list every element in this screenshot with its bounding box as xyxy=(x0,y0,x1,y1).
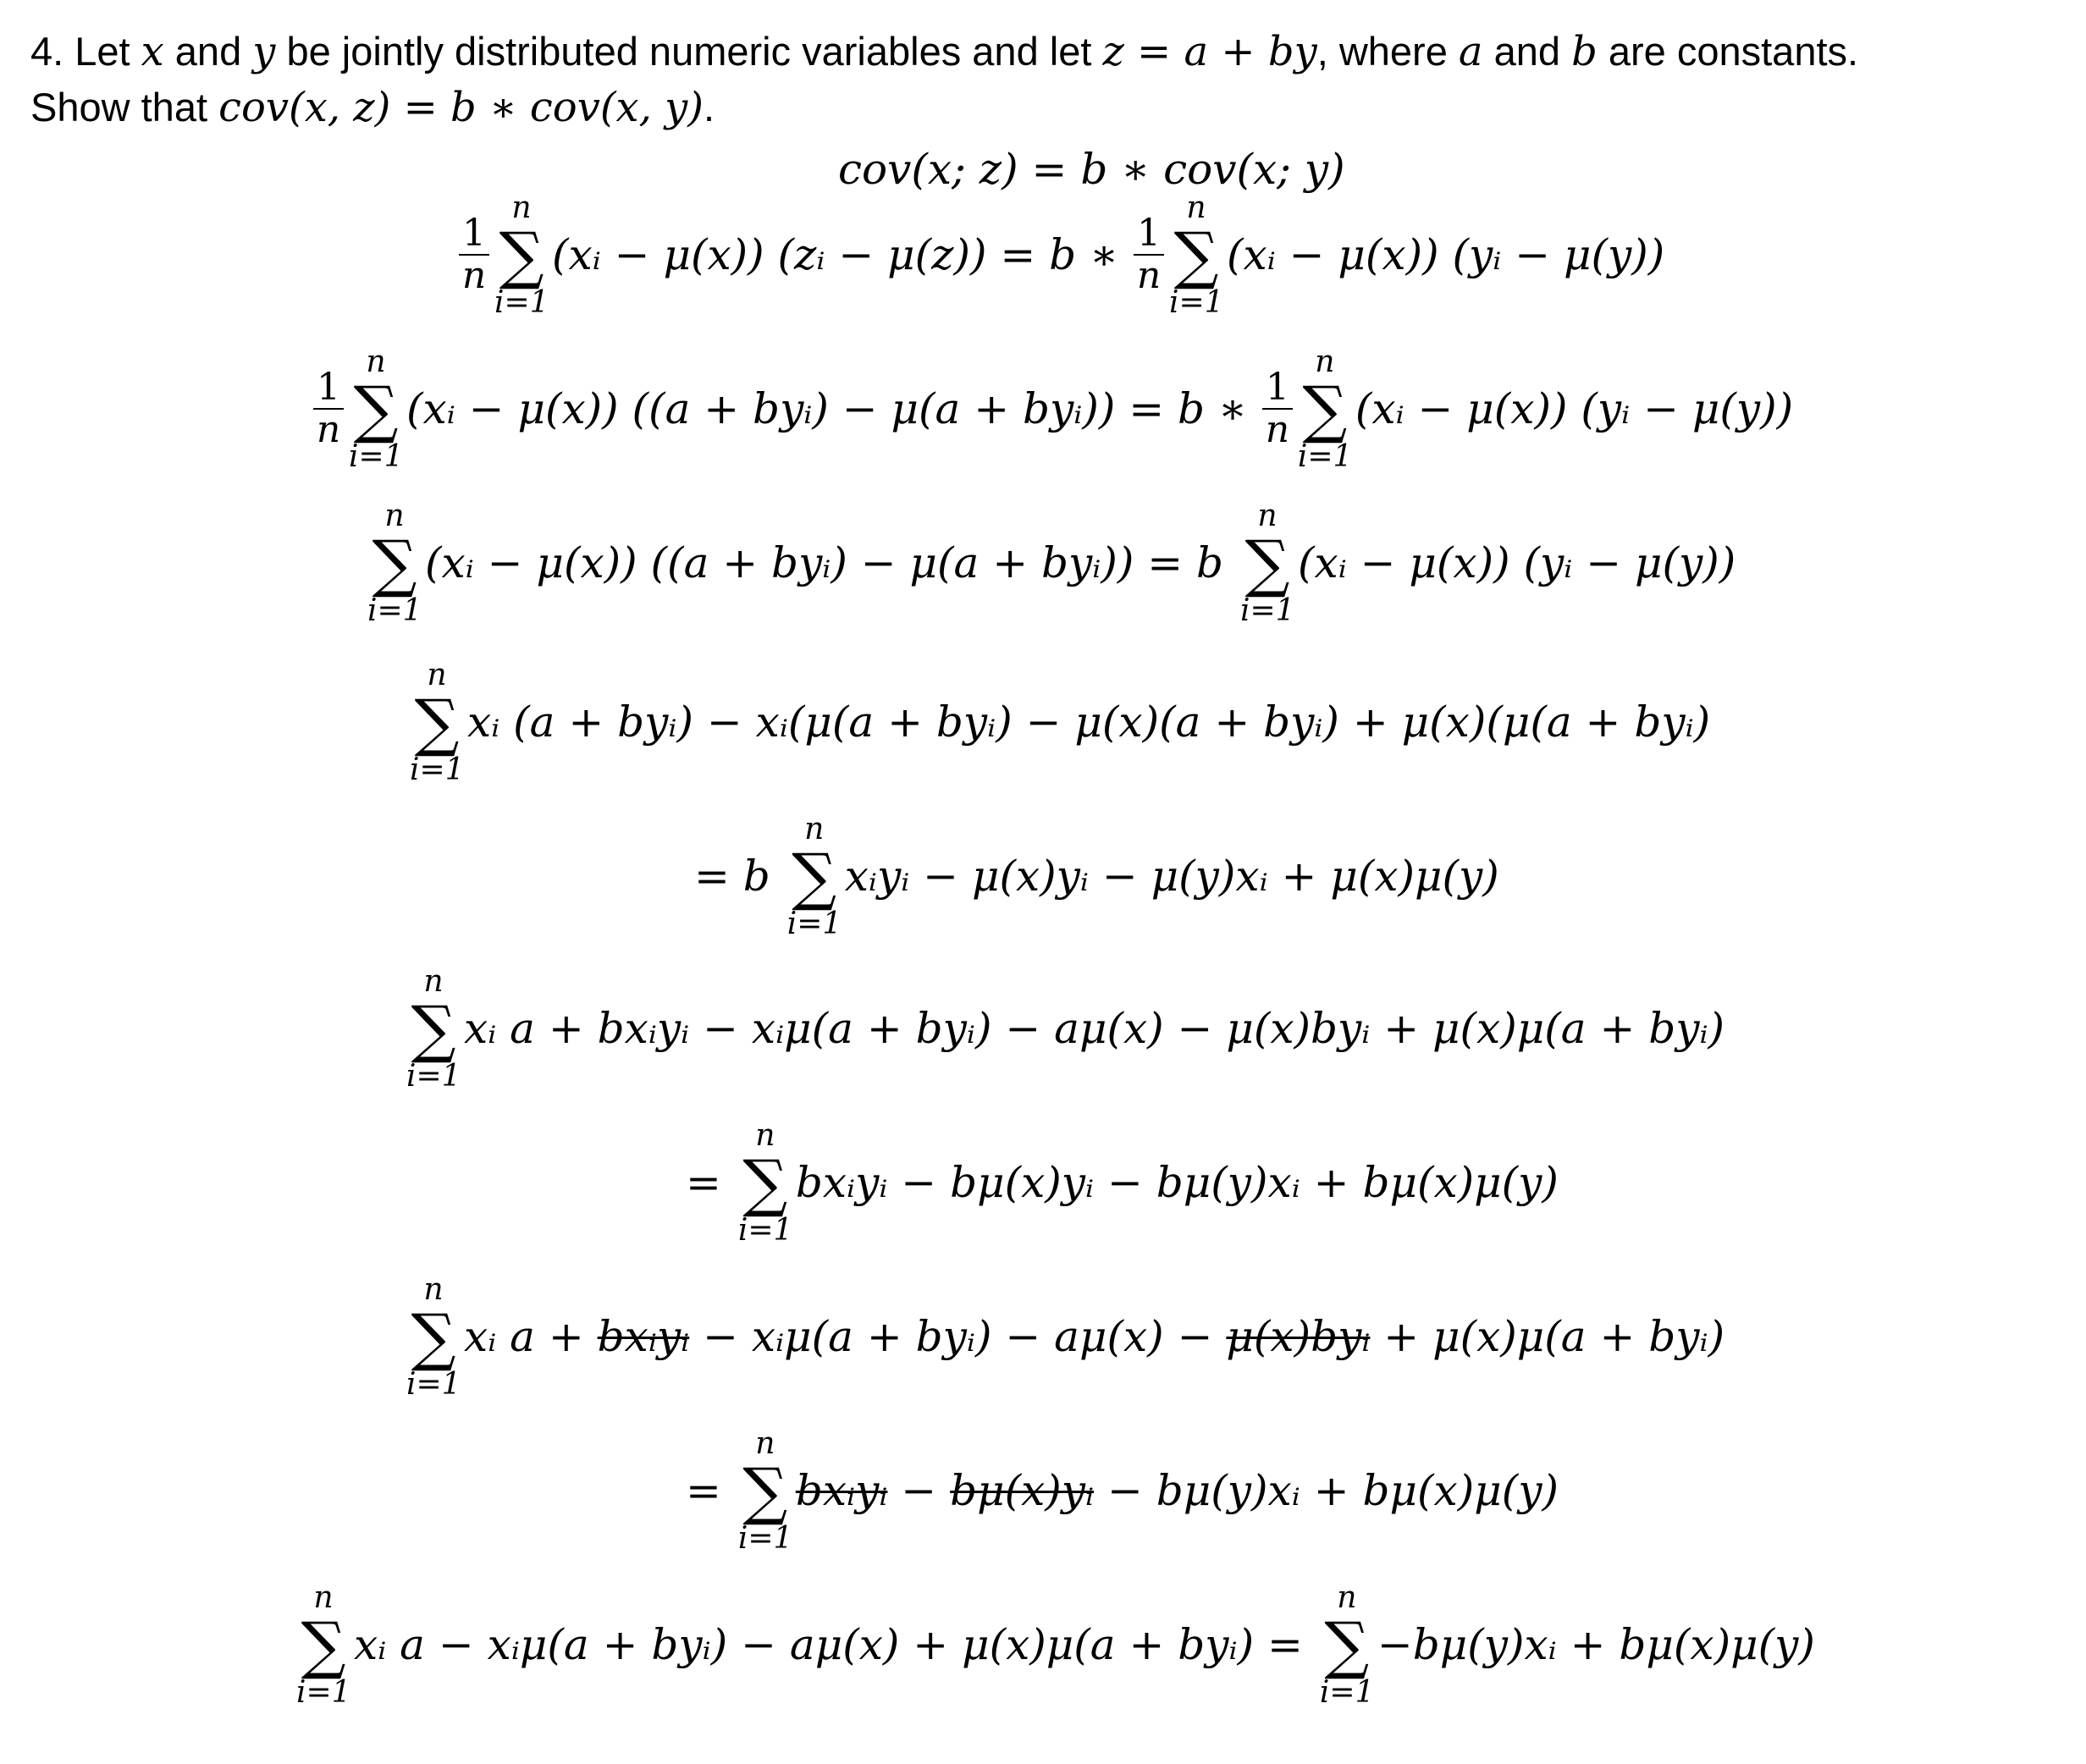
equation-text: + μ(x)μ(a + byᵢ) xyxy=(1370,1312,1725,1361)
equation-step-6 xyxy=(694,813,1499,940)
math-var: y xyxy=(252,28,276,75)
summation-symbol: n ∑ i=1 xyxy=(296,1580,351,1710)
equation-text: (xᵢ − μ(x)) (yᵢ − μ(y)) xyxy=(1355,384,1794,433)
equation-text: (xᵢ − μ(x)) ((a + byᵢ) − μ(a + byᵢ)) = b ∗ xyxy=(406,384,1247,433)
summation-symbol: n ∑ i=1 xyxy=(410,658,465,787)
math-var: x xyxy=(141,28,164,75)
problem-text: . xyxy=(703,85,715,130)
problem-text: and xyxy=(163,29,253,74)
equation-step-1 xyxy=(838,144,1345,195)
equation-text: xᵢ (a + byᵢ) − xᵢ(μ(a + byᵢ) − μ(x)(a + byᵢ) + μ(x)(μ(a + byᵢ) xyxy=(467,697,1711,747)
equation-text: − xᵢμ(a + byᵢ) − aμ(x) − xyxy=(689,1312,1227,1361)
cancelled-term: bxᵢyᵢ xyxy=(597,1312,690,1361)
equation-text: (xᵢ − μ(x)) (yᵢ − μ(y)) xyxy=(1226,230,1665,279)
summation-symbol: n ∑ i=1 xyxy=(786,812,842,941)
equation-text: bxᵢyᵢ − bμ(x)yᵢ − bμ(y)xᵢ + bμ(x)μ(y) xyxy=(795,1158,1559,1207)
equation-text: (xᵢ − μ(x)) (yᵢ − μ(y)) xyxy=(1297,538,1736,587)
problem-line-2 xyxy=(30,80,2062,135)
equation-step-9 xyxy=(403,1273,1725,1400)
summation-symbol: n ∑ i=1 xyxy=(406,1272,461,1402)
equation-step-8 xyxy=(686,1119,1559,1246)
summation-symbol: n ∑ i=1 xyxy=(367,499,422,628)
summation-symbol: n ∑ i=1 xyxy=(494,190,549,320)
math-var: a xyxy=(1458,28,1483,75)
math-var: b xyxy=(1571,28,1598,75)
fraction-1-over-n: $\frac{1}{n}$ xyxy=(313,367,344,450)
problem-text: and xyxy=(1482,29,1572,74)
cancelled-term: μ(x)byᵢ xyxy=(1226,1312,1371,1361)
problem-text: , where xyxy=(1316,29,1459,74)
summation-symbol: n ∑ i=1 xyxy=(737,1118,793,1248)
summation-symbol: n ∑ i=1 xyxy=(406,964,461,1094)
equation-text: = xyxy=(686,1158,721,1207)
problem-text: 4. Let xyxy=(30,29,141,74)
equation-text: (xᵢ − μ(x)) ((a + byᵢ) − μ(a + byᵢ)) = b xyxy=(425,538,1224,587)
equation-step-5 xyxy=(406,659,1710,786)
summation-symbol: n ∑ i=1 xyxy=(1319,1580,1375,1710)
equation-step-4 xyxy=(364,499,1736,626)
fraction-1-over-n: $\frac{1}{n}$ xyxy=(1262,367,1293,450)
problem-text: Show that xyxy=(30,85,219,130)
equation-text: cov(x; z) = b ∗ cov(x; y) xyxy=(838,145,1345,194)
cancelled-term: bμ(x)yᵢ xyxy=(950,1466,1095,1515)
math-expression: cov(x, z) = b ∗ cov(x, y) xyxy=(218,84,704,131)
math-expression: z = a + by xyxy=(1102,28,1317,75)
problem-line-1 xyxy=(30,24,2062,80)
equation-text: −bμ(y)xᵢ + bμ(x)μ(y) xyxy=(1377,1620,1815,1669)
summation-symbol: n ∑ i=1 xyxy=(1297,345,1353,474)
equation-text: (xᵢ − μ(x)) (zᵢ − μ(z)) = b ∗ xyxy=(552,230,1119,279)
summation-symbol: n ∑ i=1 xyxy=(1168,190,1224,320)
problem-text: be jointly distributed numeric variables and let xyxy=(275,29,1103,74)
cancelled-term: bxᵢyᵢ xyxy=(795,1466,888,1515)
equation-text: − bμ(y)xᵢ + bμ(x)μ(y) xyxy=(1094,1466,1559,1515)
summation-symbol: n ∑ i=1 xyxy=(1239,499,1295,628)
summation-symbol: n ∑ i=1 xyxy=(737,1426,793,1556)
equation-step-2 xyxy=(457,191,1664,318)
equation-text: xᵢyᵢ − μ(x)yᵢ − μ(y)xᵢ + μ(x)μ(y) xyxy=(844,852,1499,901)
equation-text: = b xyxy=(694,852,770,901)
problem-text: are constants. xyxy=(1597,29,1859,74)
problem-statement xyxy=(30,24,2062,135)
equation-text: = xyxy=(686,1466,721,1515)
equation-step-3 xyxy=(312,345,1793,472)
fraction-1-over-n: $\frac{1}{n}$ xyxy=(459,213,489,296)
summation-symbol: n ∑ i=1 xyxy=(349,345,404,474)
equation-step-11 xyxy=(293,1581,1815,1708)
equation-text: xᵢ a + bxᵢyᵢ − xᵢμ(a + byᵢ) − aμ(x) − μ(x)byᵢ + μ(x)μ(a + byᵢ) xyxy=(464,1004,1725,1053)
equation-text: xᵢ a + xyxy=(464,1312,598,1361)
equation-text: − xyxy=(887,1466,951,1515)
equation-step-7 xyxy=(403,965,1725,1092)
equation-step-10 xyxy=(686,1427,1559,1554)
fraction-1-over-n: $\frac{1}{n}$ xyxy=(1134,213,1164,296)
equation-text: xᵢ a − xᵢμ(a + byᵢ) − aμ(x) + μ(x)μ(a + byᵢ) = xyxy=(354,1620,1303,1669)
